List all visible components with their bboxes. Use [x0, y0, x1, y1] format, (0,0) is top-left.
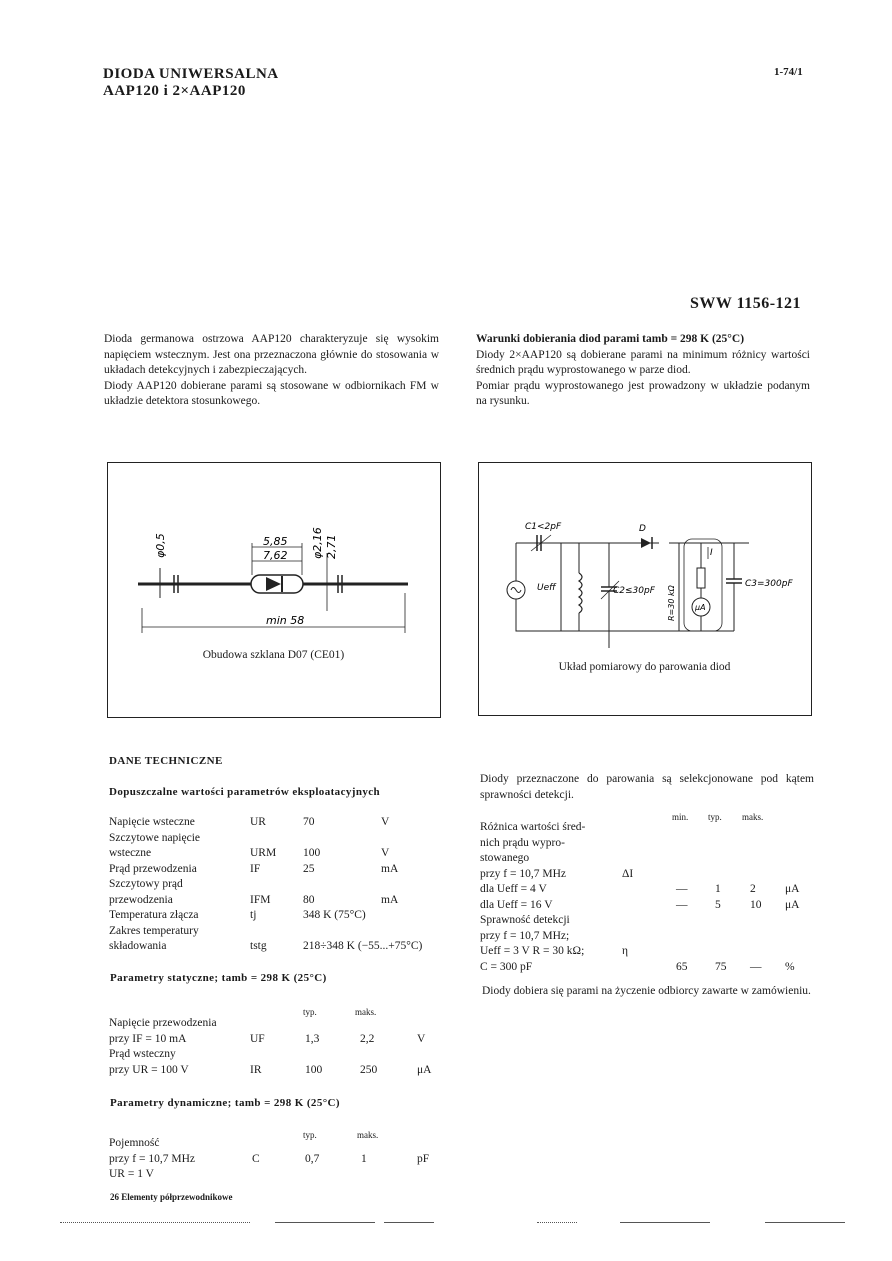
param-unit: mA: [381, 862, 399, 875]
param-name: Sprawność detekcji: [480, 914, 570, 926]
param-symbol: UR: [250, 816, 266, 828]
param-min: 65: [676, 960, 688, 973]
intro-paragraph-2: Diody AAP120 dobierane parami są stosowane w odbiornikach FM w układzie detektora stosunkowego.: [104, 379, 439, 407]
param-min: —: [676, 898, 688, 911]
param-symbol: UF: [250, 1032, 265, 1045]
table-row: [109, 939, 449, 955]
param-typ: 5: [715, 898, 721, 911]
matching-heading: Warunki dobierania diod parami: [476, 333, 640, 345]
table-row: [109, 924, 449, 940]
param-symbol: IR: [250, 1063, 262, 1076]
param-typ: 75: [715, 960, 727, 973]
param-name: Napięcie przewodzenia: [109, 1017, 217, 1029]
static-condition: tamb = 298 K (25°C): [221, 972, 327, 984]
param-name: Prąd wsteczny: [109, 1048, 176, 1060]
param-symbol: IFM: [250, 893, 271, 906]
table-row: [480, 898, 810, 914]
table-row: [109, 815, 449, 831]
param-name: Szczytowe napięcie: [109, 831, 200, 844]
table-row: [480, 851, 810, 867]
matching-condition: tamb = 298 K (25°C): [642, 333, 745, 345]
table-row: [480, 820, 810, 836]
param-name: UR = 1 V: [109, 1168, 154, 1180]
param-symbol: C: [252, 1152, 260, 1165]
bottom-rule-5: [620, 1222, 710, 1223]
table-row: [109, 877, 449, 893]
table-row: [109, 1167, 449, 1183]
doc-title-line1: DIODA UNIWERSALNA: [103, 66, 279, 82]
matching-paragraph-1: Diody 2×AAP120 są dobierane parami na minimum różnicy wartości średnich prądu wyprostowanego w parze diod.: [476, 348, 810, 376]
param-unit: V: [381, 847, 390, 859]
matching-paragraph-2: Pomiar prądu wyprostowanego jest prowadzony w układzie podanym na rysunku.: [476, 379, 810, 407]
page-code: 1-74/1: [774, 66, 803, 78]
param-name: Różnica wartości śred-: [480, 821, 586, 833]
param-typ: 0,7: [305, 1152, 320, 1165]
bottom-rule-1: [60, 1222, 250, 1223]
table-row: [109, 893, 449, 909]
table-row: [480, 882, 810, 898]
table-row: [109, 846, 449, 862]
param-min: —: [676, 883, 688, 895]
param-unit: μA: [785, 883, 800, 895]
selection-note: Diody dobiera się parami na życzenie odbiorcy zawarte w zamówieniu.: [482, 985, 811, 997]
bottom-rule-3: [384, 1222, 434, 1223]
doc-title: [103, 66, 279, 100]
c1-label: C1<2pF: [525, 522, 562, 532]
body-diameter-label: φ2,16: [311, 527, 324, 559]
param-name: składowania: [109, 940, 167, 952]
param-name: Szczytowy prąd: [109, 878, 183, 890]
param-symbol: ΔI: [622, 867, 634, 880]
tech-heading: DANE TECHNICZNE: [109, 755, 223, 767]
r-label: R=30 kΩ: [667, 585, 676, 621]
param-name: Ueff = 3 V R = 30 kΩ;: [480, 945, 585, 957]
package-drawing: [108, 513, 439, 703]
body-length2-label: 7,62: [263, 549, 288, 562]
table-row: [109, 1047, 449, 1063]
table-row: [109, 1032, 449, 1048]
param-value: 218÷348 K (−55...+75°C): [303, 940, 423, 952]
table-row: [109, 831, 449, 847]
param-typ: 1,3: [305, 1032, 320, 1045]
static-heading: Parametry statyczne;: [110, 972, 219, 984]
param-max: 10: [750, 898, 762, 911]
table-row: [109, 908, 449, 924]
param-value: 80: [303, 893, 315, 906]
table-row: [109, 1152, 449, 1168]
bottom-rule-6: [765, 1222, 845, 1223]
static-col-max: maks.: [355, 1007, 377, 1017]
param-name: Zakres temperatury: [109, 924, 199, 937]
lead-diameter-label: φ0,5: [154, 533, 167, 558]
param-symbol: tstg: [250, 940, 267, 952]
param-name: Pojemność: [109, 1137, 160, 1149]
table-row: [109, 1063, 449, 1079]
footer-text: 26 Elementy półprzewodnikowe: [110, 1192, 233, 1202]
param-name: dla Ueff = 16 V: [480, 898, 553, 911]
dynamic-col-typ: typ.: [303, 1130, 317, 1140]
param-name: Prąd przewodzenia: [109, 862, 197, 875]
param-typ: 100: [305, 1063, 323, 1076]
param-max: 2,2: [360, 1032, 375, 1045]
bottom-rule-4: [537, 1222, 577, 1223]
matching-text: [476, 332, 810, 410]
param-unit: μA: [785, 898, 800, 911]
table-row: [480, 867, 810, 883]
param-value: 25: [303, 862, 315, 875]
param-unit: V: [417, 1032, 426, 1045]
limits-table: [109, 815, 449, 955]
table-row: [480, 960, 810, 976]
param-name: Napięcie wsteczne: [109, 816, 195, 828]
i-label: I: [710, 548, 713, 558]
dynamic-table: [109, 1136, 449, 1183]
table-row: [109, 862, 449, 878]
param-name: Temperatura złącza: [109, 909, 199, 921]
param-max: 2: [750, 883, 756, 895]
param-name: wsteczne: [109, 847, 152, 859]
static-col-typ: typ.: [303, 1007, 317, 1017]
body-length-label: 5,85: [263, 535, 288, 548]
selection-intro: Diody przeznaczone do parowania są selekcjonowane pod kątem sprawności detekcji.: [480, 773, 814, 801]
dynamic-heading-wrap: [110, 1097, 340, 1109]
param-name: dla Ueff = 4 V: [480, 883, 547, 895]
resistor-symbol: [697, 568, 705, 588]
param-value: 348 K (75°C): [303, 909, 366, 921]
selection-col-min: min.: [672, 812, 689, 822]
overall-diameter-label: 2,71: [325, 534, 338, 559]
doc-title-line2: AAP120 i 2×AAP120: [103, 83, 246, 99]
c2-label: C2≤30pF: [613, 586, 655, 596]
param-name: przy f = 10,7 MHz;: [480, 929, 570, 942]
d-label: D: [639, 524, 646, 534]
intro-paragraph-1: Dioda germanowa ostrzowa AAP120 charakteryzuje się wysokim napięciem wstecznym. Jest ona przeznaczona głównie do stosowania w układach detekcyjnych i zabezpieczających.: [104, 333, 439, 376]
circuit-figure: [478, 462, 812, 716]
intro-text: [104, 332, 439, 410]
c3-label: C3=300pF: [745, 579, 793, 589]
dynamic-col-max: maks.: [357, 1130, 379, 1140]
limits-heading: Dopuszczalne wartości parametrów eksploatacyjnych: [109, 786, 381, 798]
param-name: stowanego: [480, 852, 530, 864]
table-row: [480, 944, 810, 960]
param-unit: V: [381, 816, 390, 828]
dynamic-condition: tamb = 298 K (25°C): [234, 1097, 340, 1109]
param-max: 1: [361, 1152, 367, 1165]
overall-length-label: min 58: [266, 614, 305, 627]
param-name: przy UR = 100 V: [109, 1063, 189, 1076]
table-row: [480, 913, 810, 929]
param-max: 250: [360, 1063, 378, 1076]
param-unit: mA: [381, 893, 399, 906]
ueff-label: Ueff: [537, 583, 556, 593]
param-value: 70: [303, 816, 315, 828]
param-name: przy f = 10,7 MHz: [480, 867, 567, 880]
param-symbol: η: [622, 945, 629, 957]
param-typ: 1: [715, 883, 721, 895]
param-symbol: URM: [250, 847, 277, 859]
selection-col-typ: typ.: [708, 812, 722, 822]
meter-label: μA: [695, 603, 706, 612]
static-heading-wrap: [110, 972, 327, 984]
package-figure: [107, 462, 441, 718]
param-unit: μA: [417, 1063, 432, 1076]
inductor-symbol: [579, 573, 582, 613]
table-row: [109, 1136, 449, 1152]
param-name: nich prądu wypro-: [480, 836, 565, 849]
param-symbol: tj: [250, 909, 257, 921]
param-name: przy IF = 10 mA: [109, 1032, 187, 1045]
selection-table: [480, 820, 810, 975]
package-caption: Obudowa szklana D07 (CE01): [202, 649, 345, 661]
doc-code: SWW 1156-121: [690, 295, 802, 312]
static-table: [109, 1016, 449, 1078]
dynamic-heading: Parametry dynamiczne;: [110, 1097, 232, 1109]
table-row: [480, 929, 810, 945]
circuit-caption: Układ pomiarowy do parowania diod: [558, 661, 731, 673]
param-unit: %: [785, 960, 795, 973]
param-name: C = 300 pF: [480, 960, 533, 973]
param-name: przy f = 10,7 MHz: [109, 1152, 196, 1165]
param-name: przewodzenia: [109, 893, 173, 906]
param-max: —: [750, 960, 762, 973]
table-row: [109, 1016, 449, 1032]
param-symbol: IF: [250, 862, 261, 875]
param-value: 100: [303, 847, 321, 859]
diode-symbol: [641, 538, 651, 548]
selection-col-max: maks.: [742, 812, 764, 822]
table-row: [480, 836, 810, 852]
param-unit: pF: [417, 1152, 430, 1165]
bottom-rule-2: [275, 1222, 375, 1223]
